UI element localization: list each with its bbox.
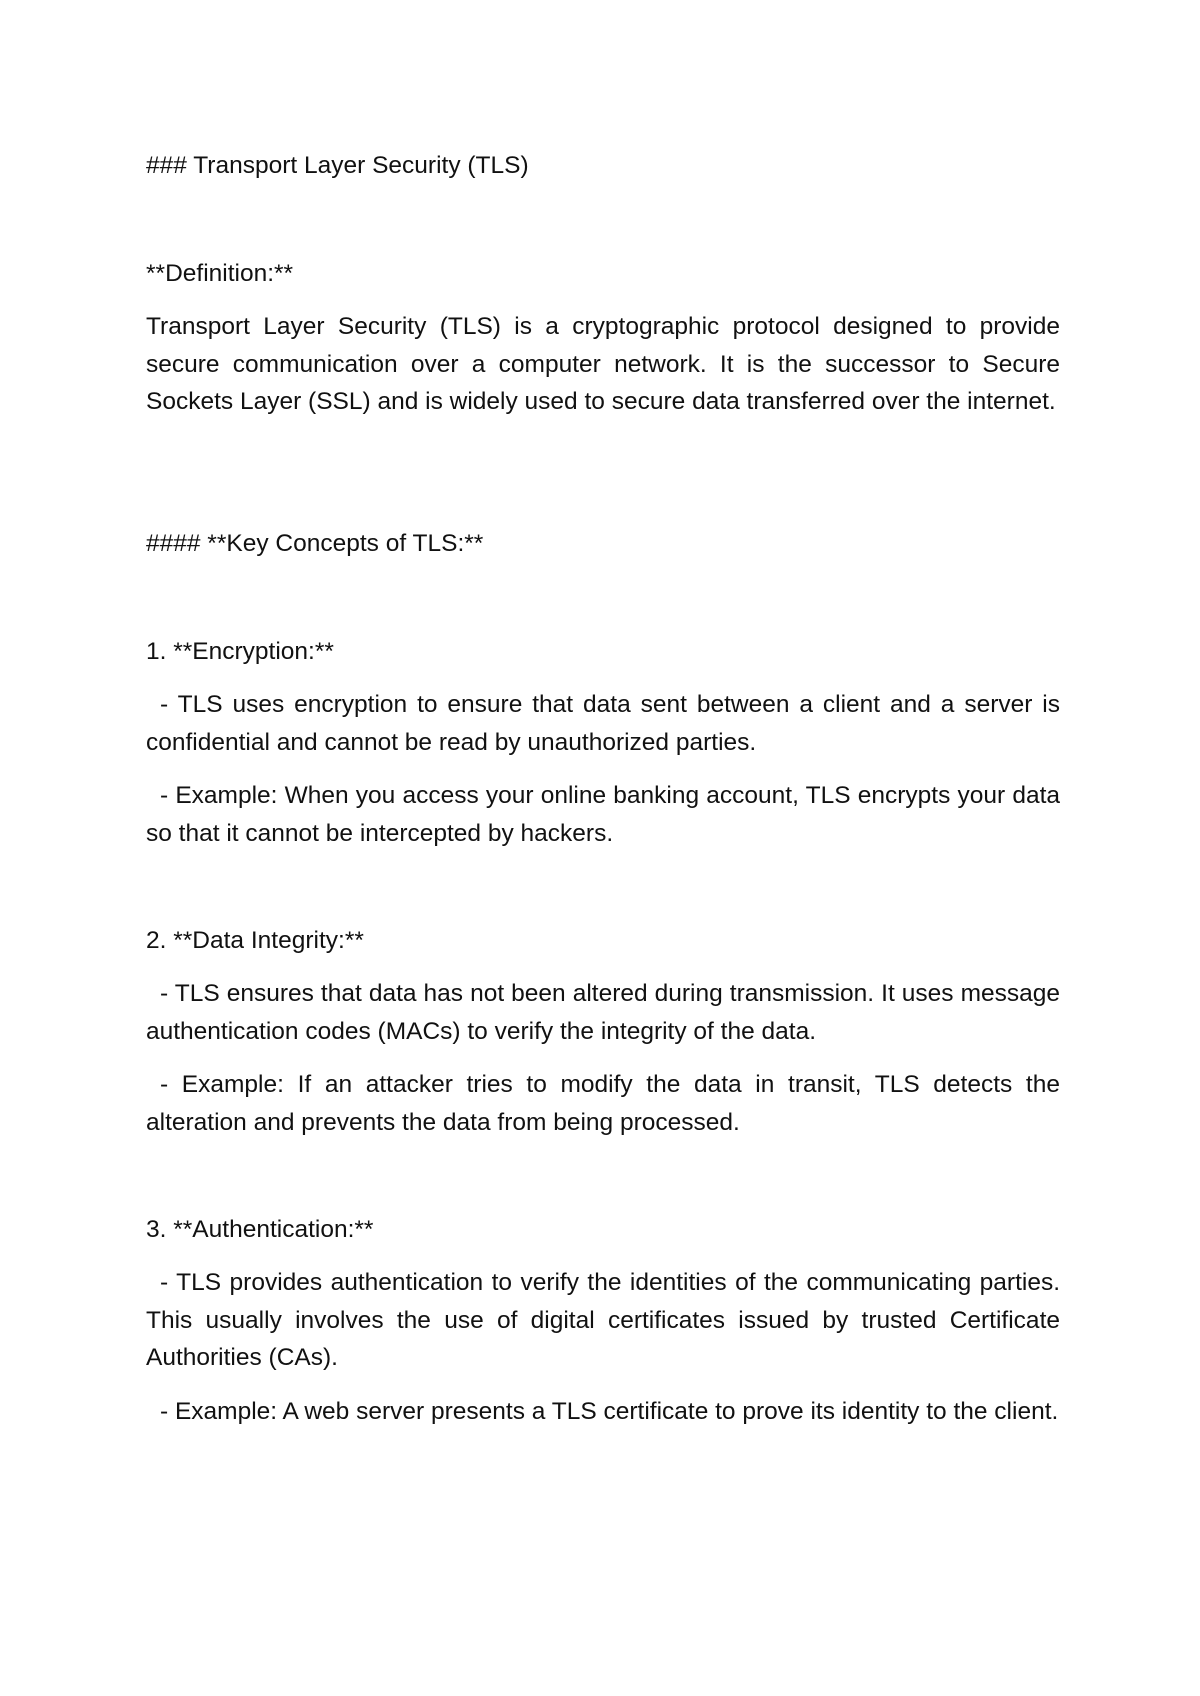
concept-heading-data-integrity: 2. **Data Integrity:** <box>146 927 364 954</box>
concept-example-data-integrity: - Example: If an attacker tries to modify the data in transit, TLS detects the alteration and prevents the data from being processed. <box>146 1071 1060 1136</box>
concept-example-authentication: - Example: A web server presents a TLS certificate to prove its identity to the client. <box>160 1398 1059 1425</box>
concept-description-data-integrity: - TLS ensures that data has not been altered during transmission. It uses message authentication codes (MACs) to verify the integrity of the data. <box>146 980 1060 1045</box>
concept-example-encryption: - Example: When you access your online banking account, TLS encrypts your data so that it cannot be intercepted by hackers. <box>146 782 1060 847</box>
concept-description-encryption: - TLS uses encryption to ensure that data sent between a client and a server is confidential and cannot be read by unauthorized parties. <box>146 691 1060 756</box>
definition-heading: **Definition:** <box>146 260 294 287</box>
concept-heading-authentication: 3. **Authentication:** <box>146 1216 374 1243</box>
document-title: ### Transport Layer Security (TLS) <box>146 152 529 179</box>
definition-paragraph: Transport Layer Security (TLS) is a cryptographic protocol designed to provide secure communication over a computer network. It is the successor to Secure Sockets Layer (SSL) and is widely used to secure data transferred over the internet. <box>146 313 1060 415</box>
key-concepts-heading: #### **Key Concepts of TLS:** <box>146 530 484 557</box>
concept-description-authentication: - TLS provides authentication to verify the identities of the communicating parties. This usually involves the use of digital certificates issued by trusted Certificate Authorities (CAs). <box>146 1269 1060 1371</box>
concept-heading-encryption: 1. **Encryption:** <box>146 638 334 665</box>
